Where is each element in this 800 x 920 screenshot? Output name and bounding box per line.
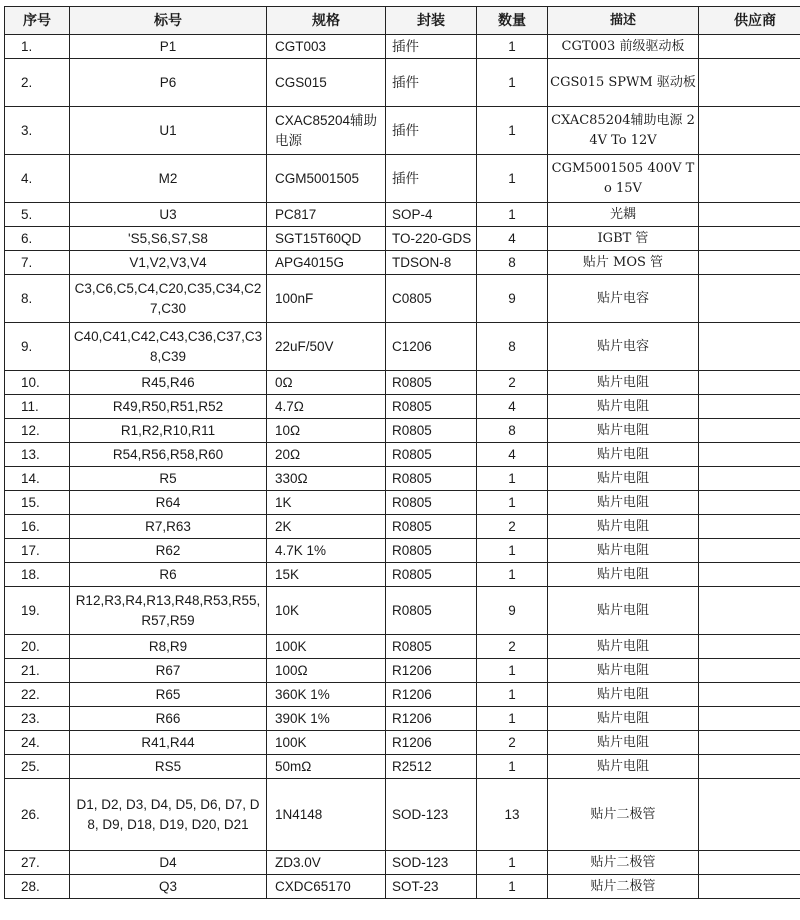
table-row: [5, 467, 800, 491]
cell-ref: C40,C41,C42,C43,C36,C37,C38,C39: [70, 323, 267, 371]
cell-ref: R6: [70, 563, 267, 587]
cell-package: R0805: [386, 587, 477, 635]
cell-ref: R8,R9: [70, 635, 267, 659]
cell-desc: 贴片电阻: [548, 539, 699, 563]
cell-spec: 100nF: [267, 275, 386, 323]
cell-no: 17.: [5, 539, 70, 563]
cell-qty: 1: [477, 491, 548, 515]
cell-supplier: [699, 731, 800, 755]
cell-supplier: [699, 59, 800, 107]
cell-package: R0805: [386, 539, 477, 563]
cell-spec: CXDC65170: [267, 875, 386, 899]
cell-supplier: [699, 107, 800, 155]
cell-no: 22.: [5, 683, 70, 707]
cell-spec: 100Ω: [267, 659, 386, 683]
cell-package: R0805: [386, 515, 477, 539]
cell-ref: U3: [70, 203, 267, 227]
cell-no: 18.: [5, 563, 70, 587]
cell-qty: 9: [477, 587, 548, 635]
cell-no: 8.: [5, 275, 70, 323]
header-supplier: 供应商: [699, 7, 800, 35]
cell-ref: RS5: [70, 755, 267, 779]
cell-spec: 22uF/50V: [267, 323, 386, 371]
cell-ref: V1,V2,V3,V4: [70, 251, 267, 275]
cell-no: 16.: [5, 515, 70, 539]
cell-desc: 贴片电阻: [548, 683, 699, 707]
cell-package: R1206: [386, 683, 477, 707]
cell-qty: 8: [477, 419, 548, 443]
cell-supplier: [699, 707, 800, 731]
cell-qty: 4: [477, 443, 548, 467]
cell-qty: 9: [477, 275, 548, 323]
table-row: [5, 35, 800, 59]
cell-desc: CXAC85204辅助电源 24V To 12V: [548, 107, 699, 155]
cell-supplier: [699, 275, 800, 323]
cell-package: R0805: [386, 635, 477, 659]
cell-ref: R62: [70, 539, 267, 563]
cell-qty: 1: [477, 155, 548, 203]
header-spec: 规格: [267, 7, 386, 35]
table-row: [5, 491, 800, 515]
cell-spec: 390K 1%: [267, 707, 386, 731]
cell-spec: 1K: [267, 491, 386, 515]
cell-supplier: [699, 851, 800, 875]
cell-spec: 4.7Ω: [267, 395, 386, 419]
header-ref: 标号: [70, 7, 267, 35]
cell-desc: 贴片电阻: [548, 563, 699, 587]
cell-qty: 1: [477, 203, 548, 227]
table-row: [5, 779, 800, 851]
cell-qty: 1: [477, 875, 548, 899]
cell-package: R1206: [386, 707, 477, 731]
cell-supplier: [699, 371, 800, 395]
cell-no: 6.: [5, 227, 70, 251]
cell-supplier: [699, 779, 800, 851]
cell-desc: 贴片电阻: [548, 587, 699, 635]
cell-package: R1206: [386, 659, 477, 683]
cell-supplier: [699, 659, 800, 683]
cell-desc: 贴片电阻: [548, 491, 699, 515]
cell-ref: R67: [70, 659, 267, 683]
cell-spec: CXAC85204辅助电源: [267, 107, 386, 155]
cell-qty: 1: [477, 35, 548, 59]
cell-package: SOP-4: [386, 203, 477, 227]
cell-package: SOD-123: [386, 851, 477, 875]
cell-ref: R5: [70, 467, 267, 491]
cell-qty: 2: [477, 731, 548, 755]
cell-desc: 贴片电阻: [548, 515, 699, 539]
cell-ref: U1: [70, 107, 267, 155]
cell-supplier: [699, 419, 800, 443]
cell-supplier: [699, 155, 800, 203]
cell-package: R0805: [386, 491, 477, 515]
cell-package: R0805: [386, 371, 477, 395]
cell-desc: CGS015 SPWM 驱动板: [548, 59, 699, 107]
cell-supplier: [699, 323, 800, 371]
cell-desc: 贴片二极管: [548, 851, 699, 875]
cell-package: TDSON-8: [386, 251, 477, 275]
cell-qty: 1: [477, 59, 548, 107]
cell-supplier: [699, 683, 800, 707]
cell-qty: 8: [477, 323, 548, 371]
cell-desc: 贴片电阻: [548, 467, 699, 491]
cell-no: 19.: [5, 587, 70, 635]
cell-supplier: [699, 563, 800, 587]
cell-supplier: [699, 35, 800, 59]
cell-qty: 1: [477, 683, 548, 707]
cell-supplier: [699, 635, 800, 659]
cell-no: 24.: [5, 731, 70, 755]
cell-desc: 贴片电阻: [548, 659, 699, 683]
cell-desc: 贴片电容: [548, 323, 699, 371]
cell-no: 25.: [5, 755, 70, 779]
table-row: [5, 443, 800, 467]
cell-spec: 10K: [267, 587, 386, 635]
cell-no: 9.: [5, 323, 70, 371]
cell-ref: D1, D2, D3, D4, D5, D6, D7, D8, D9, D18, D19, D20, D21: [70, 779, 267, 851]
table-row: [5, 371, 800, 395]
cell-supplier: [699, 755, 800, 779]
cell-package: C0805: [386, 275, 477, 323]
cell-no: 14.: [5, 467, 70, 491]
cell-no: 1.: [5, 35, 70, 59]
cell-qty: 4: [477, 227, 548, 251]
cell-desc: CGT003 前级驱动板: [548, 35, 699, 59]
cell-no: 28.: [5, 875, 70, 899]
cell-desc: 贴片电阻: [548, 395, 699, 419]
bom-table: [4, 6, 800, 899]
cell-spec: ZD3.0V: [267, 851, 386, 875]
cell-spec: 330Ω: [267, 467, 386, 491]
cell-package: R0805: [386, 395, 477, 419]
cell-qty: 1: [477, 467, 548, 491]
cell-ref: R45,R46: [70, 371, 267, 395]
cell-desc: 贴片电阻: [548, 755, 699, 779]
cell-no: 12.: [5, 419, 70, 443]
cell-ref: R64: [70, 491, 267, 515]
cell-ref: R49,R50,R51,R52: [70, 395, 267, 419]
cell-spec: PC817: [267, 203, 386, 227]
cell-qty: 4: [477, 395, 548, 419]
cell-no: 5.: [5, 203, 70, 227]
cell-qty: 8: [477, 251, 548, 275]
cell-spec: SGT15T60QD: [267, 227, 386, 251]
cell-spec: 100K: [267, 731, 386, 755]
cell-qty: 1: [477, 707, 548, 731]
cell-package: 插件: [386, 155, 477, 203]
cell-ref: R41,R44: [70, 731, 267, 755]
cell-no: 4.: [5, 155, 70, 203]
cell-no: 26.: [5, 779, 70, 851]
cell-qty: 2: [477, 515, 548, 539]
cell-qty: 1: [477, 107, 548, 155]
cell-qty: 2: [477, 635, 548, 659]
cell-package: C1206: [386, 323, 477, 371]
cell-spec: 20Ω: [267, 443, 386, 467]
cell-desc: 贴片电阻: [548, 419, 699, 443]
table-row: [5, 659, 800, 683]
cell-desc: 贴片 MOS 管: [548, 251, 699, 275]
bom-body: [5, 35, 800, 899]
cell-desc: 贴片二极管: [548, 875, 699, 899]
cell-supplier: [699, 395, 800, 419]
cell-qty: 1: [477, 563, 548, 587]
cell-spec: 2K: [267, 515, 386, 539]
table-row: [5, 563, 800, 587]
table-row: [5, 707, 800, 731]
cell-no: 27.: [5, 851, 70, 875]
cell-package: R0805: [386, 419, 477, 443]
header-row: [5, 7, 800, 35]
cell-ref: Q3: [70, 875, 267, 899]
cell-package: 插件: [386, 59, 477, 107]
cell-supplier: [699, 515, 800, 539]
cell-spec: 4.7K 1%: [267, 539, 386, 563]
bom-sheet: [4, 6, 800, 899]
cell-desc: 贴片电阻: [548, 731, 699, 755]
cell-no: 23.: [5, 707, 70, 731]
table-row: [5, 539, 800, 563]
cell-no: 10.: [5, 371, 70, 395]
cell-supplier: [699, 467, 800, 491]
cell-spec: 50mΩ: [267, 755, 386, 779]
cell-package: TO-220-GDS: [386, 227, 477, 251]
table-row: [5, 275, 800, 323]
cell-package: SOD-123: [386, 779, 477, 851]
cell-supplier: [699, 491, 800, 515]
cell-package: R1206: [386, 731, 477, 755]
cell-qty: 1: [477, 851, 548, 875]
cell-spec: APG4015G: [267, 251, 386, 275]
cell-qty: 2: [477, 371, 548, 395]
cell-spec: 360K 1%: [267, 683, 386, 707]
cell-qty: 13: [477, 779, 548, 851]
cell-package: R0805: [386, 467, 477, 491]
table-row: [5, 251, 800, 275]
cell-desc: IGBT 管: [548, 227, 699, 251]
table-row: [5, 155, 800, 203]
cell-desc: 贴片电阻: [548, 635, 699, 659]
cell-ref: R1,R2,R10,R11: [70, 419, 267, 443]
cell-desc: 贴片电容: [548, 275, 699, 323]
cell-spec: 100K: [267, 635, 386, 659]
header-no: 序号: [5, 7, 70, 35]
cell-ref: R12,R3,R4,R13,R48,R53,R55,R57,R59: [70, 587, 267, 635]
cell-no: 11.: [5, 395, 70, 419]
cell-qty: 1: [477, 539, 548, 563]
table-row: [5, 59, 800, 107]
table-row: [5, 515, 800, 539]
cell-package: 插件: [386, 107, 477, 155]
cell-ref: R65: [70, 683, 267, 707]
cell-desc: 贴片二极管: [548, 779, 699, 851]
cell-no: 21.: [5, 659, 70, 683]
cell-desc: 贴片电阻: [548, 707, 699, 731]
cell-desc: CGM5001505 400V To 15V: [548, 155, 699, 203]
cell-supplier: [699, 443, 800, 467]
header-qty: 数量: [477, 7, 548, 35]
cell-ref: R66: [70, 707, 267, 731]
cell-ref: P6: [70, 59, 267, 107]
table-row: [5, 851, 800, 875]
cell-desc: 贴片电阻: [548, 371, 699, 395]
cell-package: R0805: [386, 443, 477, 467]
table-row: [5, 731, 800, 755]
table-row: [5, 395, 800, 419]
cell-qty: 1: [477, 755, 548, 779]
cell-qty: 1: [477, 659, 548, 683]
cell-spec: 0Ω: [267, 371, 386, 395]
cell-no: 20.: [5, 635, 70, 659]
cell-supplier: [699, 539, 800, 563]
cell-spec: CGT003: [267, 35, 386, 59]
cell-package: SOT-23: [386, 875, 477, 899]
cell-package: R2512: [386, 755, 477, 779]
table-row: [5, 635, 800, 659]
table-row: [5, 755, 800, 779]
cell-package: 插件: [386, 35, 477, 59]
cell-no: 13.: [5, 443, 70, 467]
cell-supplier: [699, 587, 800, 635]
cell-package: R0805: [386, 563, 477, 587]
cell-ref: C3,C6,C5,C4,C20,C35,C34,C27,C30: [70, 275, 267, 323]
cell-no: 7.: [5, 251, 70, 275]
cell-ref: M2: [70, 155, 267, 203]
table-row: [5, 683, 800, 707]
table-row: [5, 587, 800, 635]
cell-desc: 贴片电阻: [548, 443, 699, 467]
table-row: [5, 227, 800, 251]
cell-supplier: [699, 203, 800, 227]
cell-spec: CGS015: [267, 59, 386, 107]
cell-ref: D4: [70, 851, 267, 875]
cell-ref: 'S5,S6,S7,S8: [70, 227, 267, 251]
table-row: [5, 107, 800, 155]
cell-spec: 1N4148: [267, 779, 386, 851]
cell-spec: CGM5001505: [267, 155, 386, 203]
cell-no: 2.: [5, 59, 70, 107]
table-row: [5, 419, 800, 443]
cell-supplier: [699, 251, 800, 275]
cell-spec: 10Ω: [267, 419, 386, 443]
cell-supplier: [699, 227, 800, 251]
cell-desc: 光耦: [548, 203, 699, 227]
cell-spec: 15K: [267, 563, 386, 587]
cell-ref: R54,R56,R58,R60: [70, 443, 267, 467]
table-row: [5, 323, 800, 371]
table-row: [5, 203, 800, 227]
cell-supplier: [699, 875, 800, 899]
header-desc: 描述: [548, 7, 699, 35]
cell-no: 15.: [5, 491, 70, 515]
table-row: [5, 875, 800, 899]
cell-ref: P1: [70, 35, 267, 59]
header-package: 封装: [386, 7, 477, 35]
cell-ref: R7,R63: [70, 515, 267, 539]
cell-no: 3.: [5, 107, 70, 155]
